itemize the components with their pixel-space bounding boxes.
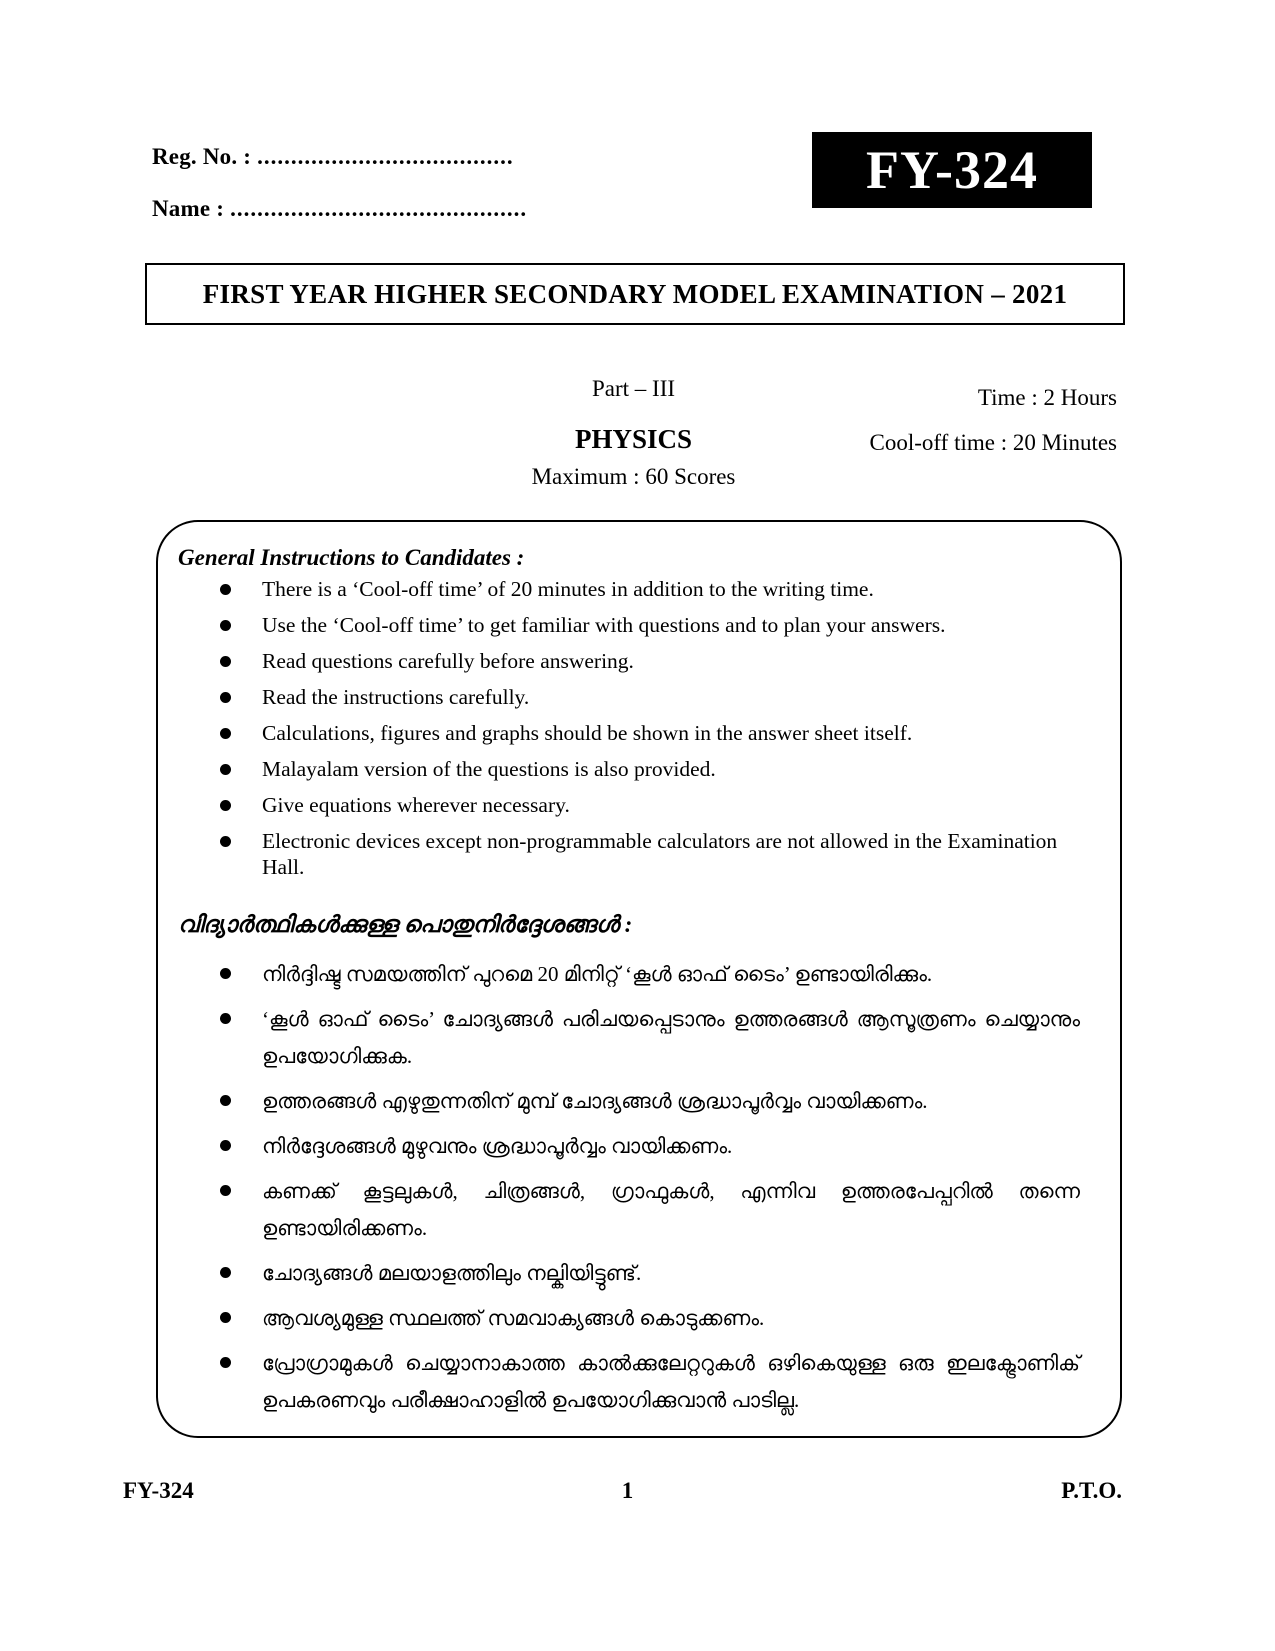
bullet-icon — [220, 800, 231, 811]
page-footer — [123, 1478, 1122, 1504]
bullet-icon — [220, 1357, 231, 1368]
reg-no-label: Reg. No. : — [152, 144, 252, 169]
list-item — [220, 828, 1080, 880]
list-item — [220, 576, 1080, 602]
page-number: 1 — [621, 1478, 634, 1503]
bullet-icon — [220, 584, 231, 595]
bullet-icon — [220, 656, 231, 667]
exam-meta-right — [870, 385, 1117, 456]
instructions-box — [156, 520, 1122, 1438]
instruction-text: ഉത്തരങ്ങൾ എഴുതുന്നതിന് മുമ്പ് ചോദ്യങ്ങൾ ശ്രദ്ധാപൂർവ്വം വായിക്കണം. — [262, 1089, 928, 1113]
exam-title: FIRST YEAR HIGHER SECONDARY MODEL EXAMINATION – 2021 — [202, 278, 1068, 309]
instruction-text: Read the instructions carefully. — [262, 685, 530, 709]
cool-off-time: Cool-off time : 20 Minutes — [869, 430, 1117, 455]
list-item — [220, 720, 1080, 746]
list-item — [220, 1128, 1080, 1165]
instruction-text: ആവശ്യമുള്ള സ്ഥലത്ത് സമവാക്യങ്ങൾ കൊടുക്കണം. — [262, 1306, 765, 1330]
time-allowed: Time : 2 Hours — [977, 385, 1117, 410]
bullet-icon — [220, 1267, 231, 1278]
list-item — [220, 1173, 1080, 1247]
bullet-icon — [220, 692, 231, 703]
bullet-icon — [220, 1013, 231, 1024]
list-item — [220, 1300, 1080, 1337]
instruction-text: ചോദ്യങ്ങൾ മലയാളത്തിലും നല്കിയിട്ടുണ്ട്. — [262, 1261, 642, 1285]
instruction-text: നിർദ്ദിഷ്ട സമയത്തിന് പുറമെ 20 മിനിറ്റ് ‘കൂൾ ഓഫ് ടൈം’ ഉണ്ടായിരിക്കും. — [262, 962, 933, 986]
reg-no-line — [152, 144, 514, 170]
bullet-icon — [220, 764, 231, 775]
list-item — [220, 612, 1080, 638]
instruction-text: Give equations wherever necessary. — [262, 793, 570, 817]
name-line — [152, 196, 527, 222]
bullet-icon — [220, 1185, 231, 1196]
instruction-text: നിർദ്ദേശങ്ങൾ മുഴുവനും ശ്രദ്ധാപൂർവ്വം വായിക്കണം. — [262, 1134, 733, 1158]
instruction-text: Malayalam version of the questions is also provided. — [262, 757, 716, 781]
english-instructions-list — [220, 576, 1080, 880]
instruction-text: Use the ‘Cool-off time’ to get familiar with questions and to plan your answers. — [262, 613, 946, 637]
instruction-text: പ്രോഗ്രാമുകൾ ചെയ്യാനാകാത്ത കാൽക്കുലേറ്ററുകൾ ഒഴികെയുള്ള ഒരു ഇലക്ട്രോണിക് ഉപകരണവും പരീക്ഷാഹാളിൽ ഉപയോഗിക്കുവാൻ പാടില്ല. — [262, 1351, 1080, 1412]
list-item — [220, 756, 1080, 782]
bullet-icon — [220, 1095, 231, 1106]
malayalam-instructions-list — [220, 956, 1080, 1419]
instruction-text: Calculations, figures and graphs should be shown in the answer sheet itself. — [262, 721, 913, 745]
bullet-icon — [220, 1312, 231, 1323]
reg-no-dotted-line: ...................................... — [257, 144, 514, 169]
list-item — [220, 792, 1080, 818]
instruction-text: Electronic devices except non-programmable calculators are not allowed in the Examination Hall. — [262, 829, 1058, 879]
exam-title-box — [145, 263, 1125, 325]
name-label: Name : — [152, 196, 225, 221]
list-item — [220, 648, 1080, 674]
name-dotted-line: ............................................ — [230, 196, 528, 221]
bullet-icon — [220, 836, 231, 847]
instruction-text: Read questions carefully before answering. — [262, 649, 634, 673]
list-item — [220, 1345, 1080, 1419]
footer-paper-code: FY-324 — [123, 1478, 194, 1503]
part-label: Part – III — [591, 376, 676, 401]
pto-label: P.T.O. — [1061, 1478, 1122, 1503]
instruction-text: കണക്ക് കൂട്ടലുകൾ, ചിത്രങ്ങൾ, ഗ്രാഫുകൾ, എന്നിവ ഉത്തരപേപ്പറിൽ തന്നെ ഉണ്ടായിരിക്കണം. — [262, 1179, 1080, 1240]
paper-code: FY-324 — [865, 140, 1038, 200]
english-instructions-heading: General Instructions to Candidates : — [178, 545, 525, 570]
list-item — [220, 1255, 1080, 1292]
malayalam-instructions-heading: വിദ്യാർത്ഥികൾക്കുള്ള പൊതുനിർദ്ദേശങ്ങൾ : — [178, 912, 633, 937]
bullet-icon — [220, 620, 231, 631]
list-item — [220, 1083, 1080, 1120]
instruction-text: ‘കൂൾ ഓഫ് ടൈം’ ചോദ്യങ്ങൾ പരിചയപ്പെടാനും ഉത്തരങ്ങൾ ആസൂത്രണം ചെയ്യാനും ഉപയോഗിക്കുക. — [262, 1007, 1080, 1068]
bullet-icon — [220, 1140, 231, 1151]
list-item — [220, 1001, 1080, 1075]
list-item — [220, 684, 1080, 710]
maximum-scores: Maximum : 60 Scores — [531, 464, 736, 489]
paper-code-box — [812, 132, 1092, 208]
bullet-icon — [220, 728, 231, 739]
list-item — [220, 956, 1080, 993]
instruction-text: There is a ‘Cool-off time’ of 20 minutes in addition to the writing time. — [262, 577, 874, 601]
subject-title: PHYSICS — [574, 424, 693, 454]
bullet-icon — [220, 968, 231, 979]
